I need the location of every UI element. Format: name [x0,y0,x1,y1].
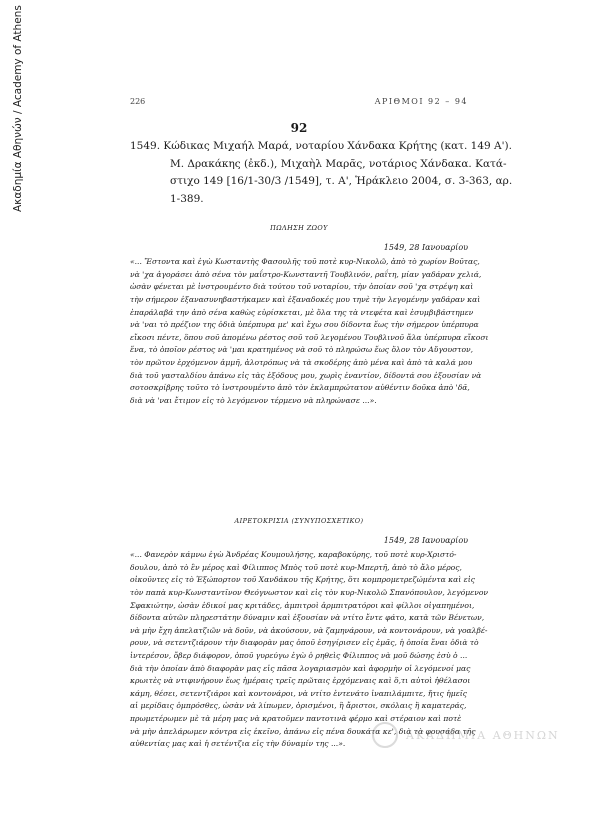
side-label-text: Ακαδημία Αθηνών / Academy of Athens [12,5,24,212]
text-line: διὰ τοῦ γασταλδίου ἀπάνω εἰς τὰς ἐξόδους μου, χωρὶς ἐναντίον, δίδοντά σου ἐξουσίαν νὰ [130,370,482,380]
text-line: διὰ νὰ 'ναι ἔτιμον εἰς τὸ λεγόμενον τέρμενο νὰ πληρώνασε ...». [130,395,377,405]
text-line: νὰ 'ναι τὸ πρέζιον της ὀδιὰ ὑπέρπυρα με' καὶ ἔχω σου δίδοντα ἕως τὴν σήμερον ὑπέρπυρα [130,320,479,330]
seal-icon [372,722,398,748]
entry-line: 1549. Κώδικας Μιχαήλ Μαρά, νοταρίου Χάνδακα Κρήτης (κατ. 149 Α'). [130,140,512,152]
watermark-text: ΑΚΑΔΗΜΙΑ ΑΘΗΝΩΝ [406,728,560,742]
text-line: διὰ τὴν ὁποίαν ἀπὸ διαφορὰν μας εἰς πᾶσα λογαριασμὸν καὶ ἀφορμὴν οἱ λεγόμενοί μας [130,663,471,673]
text-line: νὰ 'χα ἀγοράσει ἀπὸ σένα τὸν μαΐστρο-Κωνσταντῆ Τουβλινόν, ραΐτη, μίαν γαδάραν χελιά, [130,269,482,279]
text-line: τὴν σήμερον ἐξανασυνηβαστήκαμεν καὶ ἐξαναδοκές μου τηνὲ τὴν λεγομένην γαδάραν καὶ [130,294,481,304]
section-title: ΠΩΛΗΣΗ ΖΩΟΥ [270,224,328,232]
page-number: 226 [130,97,146,106]
section-date: 1549, 28 Ιανουαρίου [383,242,468,252]
text-line: «... Φανερὸν κάμνω ἐγὼ Ἀνδρέας Κουμουλήσης, καραβοκύρης, τοῦ ποτὲ κυρ-Χριστό- [130,550,457,560]
section-text [130,256,489,407]
bibliographic-entry [130,138,513,208]
text-line: Σφακιώτην, ὡσὰν ἐδικοί μας κριτάδες, ἀμπιτροὶ ἀρμπιτρατόροι καὶ φίλλοι οἰγαπημένοι, [130,600,475,610]
text-line: σοτοσκρίβρης τοῦτο τὸ ἰνστρουμέντο ἀπὸ τὸν ἐκλαμπρώτατον αὐθέντιν δοῦκα ἀπὸ 'δᾶ, [130,383,470,393]
text-line: δουλου, ἀπὸ τὸ ἓν μέρος καὶ Φίλιππος Μπὸς τοῦ ποτὲ κυρ-Μπερτῆ, ἀπὸ τὸ ἄλο μέρος, [130,562,462,572]
publisher-side-label [12,5,26,212]
text-line: ὡσὰν φένεται μὲ ἰνστρουμέντο διὰ τούτου τοῦ νοταρίου, τὴν ὁποίαν σοῦ 'χα στρέψη καὶ [130,282,474,292]
entry-line: Μ. Δρακάκης (ἐκδ.), Μιχαὴλ Μαρᾶς, νοτάριος Χάνδακα. Κατά- [170,157,507,170]
text-line: τὸν παπὰ κυρ-Κωνσταντῖνον Θεόγνωστον καὶ εἰς τὸν κυρ-Νικολῶ Σπανόπουλον, λεγόμενον [130,587,489,597]
academy-watermark [372,718,572,752]
text-line: πρωμετέρωμεν μὲ τὰ μέρη μας νὰ κρατοῦμεν παντοτινὰ φέρμο καὶ στέραιον καὶ ποτὲ [130,713,462,723]
text-line: ρουν, νὰ σετεντζιάρουν τὴν διαφορὰν μας ὁποῦ ἐσηγίρισεν εἰς ἐμᾶς, ἡ ὁποία ἔναι ὀδιὰ τὸ [130,638,479,648]
running-head: ΑΡΙΘΜΟΙ 92 – 94 [374,97,468,106]
text-line: τὸν πρῶτον ἐρχόμενον ἀμμῆ, ἀλοτρόπως νὰ τὰ σκοδέρης ἀπὸ μένα καὶ ἀπὸ τὰ καλά μου [130,357,473,367]
text-line: αὐθεντίας μας καὶ ἡ σετέντζια εἰς τὴν δύναμίν της ...». [130,739,346,749]
section-title: ΑΙΡΕΤΟΚΡΙΣΙΑ (ΣΥΝΥΠΟΣΧΕΤΙΚΟ) [234,517,364,525]
text-line: νὰ μὴν ἔχη ἀπελατζιῶν νὰ δοῦν, νὰ ἀκούσουν, νὰ ζαμηνάρουν, νὰ κοντονάρουν, νὰ γοαλβέ- [130,625,488,635]
text-line: ἐπαράλαβά την ἀπὸ σένα καθὼς εὑρίσκεται, μὲ ὅλα της τὰ ντεφέτα καὶ ἐσυμβιβάστημεν [130,307,474,317]
document-number: 92 [290,121,308,135]
entry-line: στιχο 149 [16/1-30/3 /1549], τ. Α', Ἡράκλειο 2004, σ. 3-363, αρ. [170,175,513,187]
text-line: κρωιτὲς νὰ ντιφινήρουν ἕως ἡμέραις τρεῖς πρῶταις ἐρχόμεναις καὶ ὅ,τι αὐτοὶ ἠθέλασοι [130,676,471,686]
text-line: αἱ μερίδαις ὁμπρόσθες, ὡσὰν νὰ λίπωμεν, ὁρισμένοι, ἢ ἄριστοι, σκόλαις ἢ καματεράς, [130,701,467,711]
page-header [130,97,468,109]
text-line: ἕνα, τὸ ὁποῖον ρέστος νὰ 'μαι κρατημένος νὰ σοῦ τὸ πληρώσω ἕως ὅλον τὸν Αὔγουστον, [130,345,474,355]
document-section-sale [130,222,489,407]
text-line: δίδοντα αὐτῶν πληρεστάτην δύναμιν καὶ ἐξουσίαν νὰ ντίτο ἔντε φάτο, κατὰ τῶν Βένετων, [130,613,485,623]
section-date: 1549, 28 Ιανουαρίου [383,535,468,545]
text-line: «... Ἔστοντα καὶ ἐγὼ Κωσταντὴς Φασουλῆς τοῦ ποτὲ κυρ-Νικολῶ, ἀπὸ τὸ χωρίον Βοῦτας, [130,257,480,267]
text-line: κάμη, θέσει, σετεντζιάροι καὶ κοντονάροι, νὰ ντίτο ἐντενάτο ἰναπιλάμπιτε, ἤτις ἡμεῖς [130,688,468,698]
text-line: εἴκοσι πέντε, ὅπου σοῦ ἀπομένω ρέστος σοῦ τοῦ λεγομένου Τουβλινοῦ ἄλα ὑπέρπυρα εἴκοσι [130,332,489,342]
entry-line: 1-389. [170,192,204,205]
text-line: νὰ μὴν ἀπελάρωμεν κόντρα εἰς ἐκεῖνο, ἀπάνω εἰς πένα δουκάτα κε', διὰ τὰ φουσάδα τῆς [130,726,476,736]
text-line: οἰκοῦντες εἰς τὸ Ἐξώπορτον τοῦ Χανδάκου τῆς Κρήτης, ὅτι κομπρομετρεζώμέντα καὶ εἰς [130,575,475,585]
text-line: ἰντερέσον, ὄβερ διάφορον, ὁποῦ γυρεύγω ἐγὼ ὁ ρηθεὶς Φίλιππος νὰ μοῦ δώσης ἐσὺ ὁ ... [130,650,468,660]
